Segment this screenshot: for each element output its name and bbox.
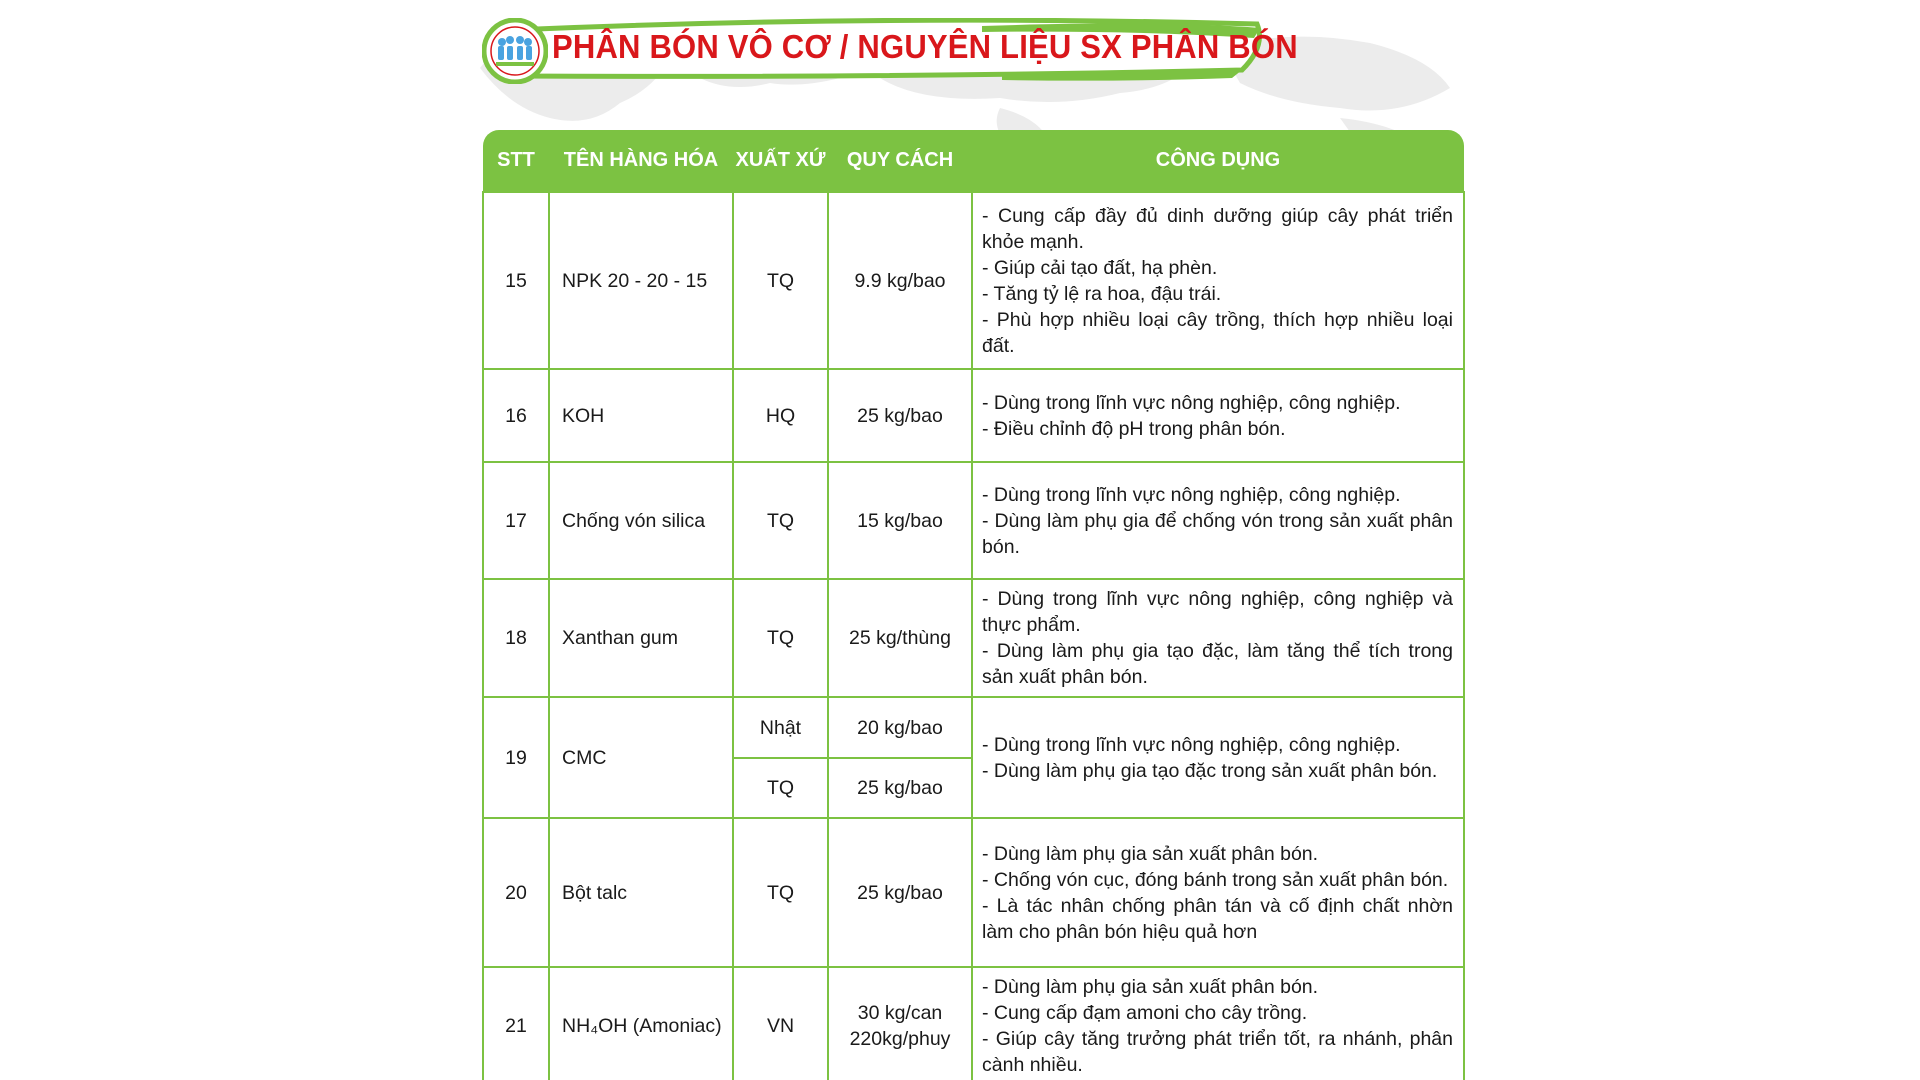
usage-line: - Dùng trong lĩnh vực nông nghiệp, công nghiệp và thực phẩm.: [982, 588, 1453, 636]
usage-line: - Là tác nhân chống phân tán và cố định chất nhờn làm cho phân bón hiệu quả hơn: [982, 894, 1453, 943]
cell-packing: 25 kg/bao: [828, 758, 972, 818]
cell-usage: [972, 192, 1464, 369]
cell-usage: [972, 579, 1464, 697]
table-row: [483, 967, 1464, 1080]
cell-stt: 17: [483, 462, 549, 579]
cell-origin: TQ: [733, 462, 828, 579]
product-table-container: [482, 130, 1463, 1080]
table-row: [483, 697, 1464, 758]
usage-line: - Phù hợp nhiều loại cây trồng, thích hợp nhiều loại đất.: [982, 308, 1453, 357]
cell-stt: 15: [483, 192, 549, 369]
usage-line: - Giúp cây tăng trưởng phát triển tốt, ra nhánh, phân cành nhiều.: [982, 1028, 1453, 1076]
column-header-usage: CÔNG DỤNG: [972, 130, 1464, 192]
product-table: [482, 130, 1465, 1080]
cell-packing: 9.9 kg/bao: [828, 192, 972, 369]
cell-packing: 25 kg/bao: [828, 818, 972, 967]
table-header-row: [483, 130, 1464, 192]
column-header-name: TÊN HÀNG HÓA: [549, 130, 733, 192]
usage-line: - Dùng làm phụ gia sản xuất phân bón.: [982, 976, 1319, 998]
cell-usage: [972, 697, 1464, 818]
table-row: [483, 579, 1464, 697]
cell-stt: 16: [483, 369, 549, 462]
usage-line: - Dùng trong lĩnh vực nông nghiệp, công nghiệp.: [982, 483, 1401, 506]
cell-usage: [972, 369, 1464, 462]
table-row: [483, 462, 1464, 579]
usage-line: - Cung cấp đạm amoni cho cây trồng.: [982, 1002, 1308, 1024]
cell-packing: 20 kg/bao: [828, 697, 972, 758]
cell-stt: 18: [483, 579, 549, 697]
cell-stt: 21: [483, 967, 549, 1080]
cell-name: NPK 20 - 20 - 15: [549, 192, 733, 369]
cell-name: CMC: [549, 697, 733, 818]
usage-line: - Chống vón cục, đóng bánh trong sản xuất phân bón.: [982, 868, 1449, 891]
cell-name: NH₄OH (Amoniac): [549, 967, 733, 1080]
page-title: PHÂN BÓN VÔ CƠ / NGUYÊN LIỆU SX PHÂN BÓN: [552, 28, 1298, 65]
cell-origin: HQ: [733, 369, 828, 462]
cell-origin: VN: [733, 967, 828, 1080]
column-header-origin: XUẤT XỨ: [733, 130, 828, 192]
cell-usage: [972, 462, 1464, 579]
cell-name: Xanthan gum: [549, 579, 733, 697]
usage-line: - Giúp cải tạo đất, hạ phèn.: [982, 256, 1218, 279]
usage-line: - Dùng trong lĩnh vực nông nghiệp, công nghiệp.: [982, 733, 1401, 756]
cell-usage: [972, 818, 1464, 967]
packing-line: 220kg/phuy: [849, 1028, 951, 1050]
cell-name: Bột talc: [549, 818, 733, 967]
cell-origin: TQ: [733, 758, 828, 818]
cell-packing: [828, 967, 972, 1080]
usage-line: - Dùng làm phụ gia để chống vón trong sản xuất phân bón.: [982, 509, 1453, 558]
cell-origin: TQ: [733, 192, 828, 369]
column-header-stt: STT: [483, 130, 549, 192]
usage-line: - Điều chỉnh độ pH trong phân bón.: [982, 417, 1286, 440]
cell-name: KOH: [549, 369, 733, 462]
column-header-packing: QUY CÁCH: [828, 130, 972, 192]
cell-origin: TQ: [733, 579, 828, 697]
cell-stt: 19: [483, 697, 549, 818]
cell-packing: 25 kg/thùng: [828, 579, 972, 697]
cell-packing: 15 kg/bao: [828, 462, 972, 579]
usage-line: - Dùng làm phụ gia sản xuất phân bón.: [982, 842, 1319, 865]
cell-packing: 25 kg/bao: [828, 369, 972, 462]
table-row: [483, 369, 1464, 462]
usage-line: - Dùng làm phụ gia tạo đặc trong sản xuất phân bón.: [982, 759, 1438, 782]
cell-name: Chống vón silica: [549, 462, 733, 579]
usage-line: - Cung cấp đầy đủ dinh dưỡng giúp cây phát triển khỏe mạnh.: [982, 204, 1453, 253]
table-row: [483, 192, 1464, 369]
usage-line: - Tăng tỷ lệ ra hoa, đậu trái.: [982, 282, 1222, 305]
packing-line: 30 kg/can: [857, 1002, 943, 1024]
company-logo-icon: [482, 18, 548, 84]
title-banner: [482, 18, 1298, 84]
cell-origin: TQ: [733, 818, 828, 967]
cell-usage: [972, 967, 1464, 1080]
table-row: [483, 818, 1464, 967]
cell-stt: 20: [483, 818, 549, 967]
cell-origin: Nhật: [733, 697, 828, 758]
usage-line: - Dùng làm phụ gia tạo đặc, làm tăng thể tích trong sản xuất phân bón.: [982, 640, 1453, 688]
usage-line: - Dùng trong lĩnh vực nông nghiệp, công nghiệp.: [982, 391, 1401, 414]
